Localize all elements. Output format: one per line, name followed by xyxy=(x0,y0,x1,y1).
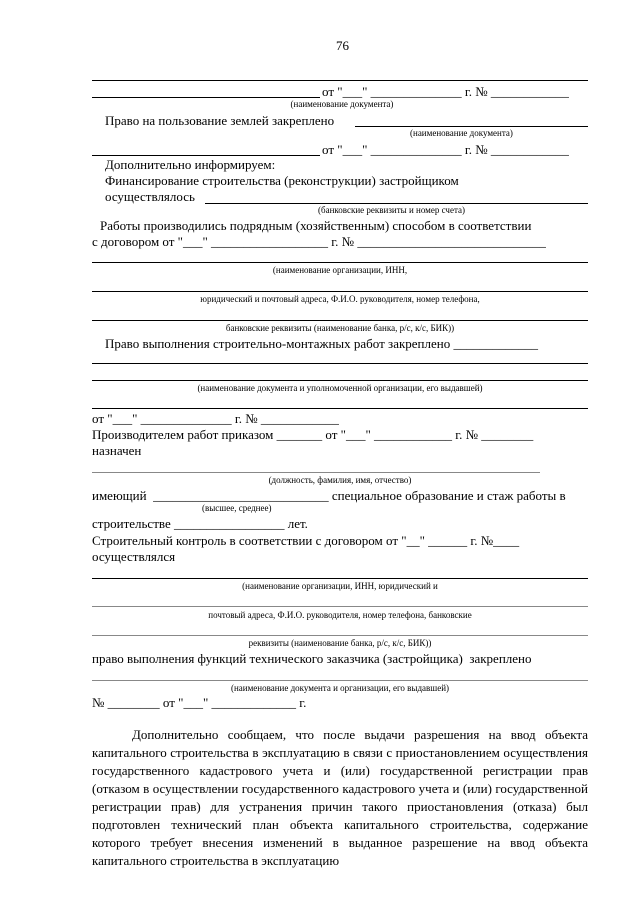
fill-line xyxy=(355,126,588,127)
caption-address: юридический и почтовый адреса, Ф.И.О. руководителя, номер телефона, xyxy=(200,294,480,304)
caption-address: почтовый адреса, Ф.И.О. руководителя, номер телефона, банковские xyxy=(208,610,472,620)
caption-person: (должность, фамилия, имя, отчество) xyxy=(268,475,412,485)
fill-line xyxy=(92,408,588,409)
fill-line xyxy=(92,97,320,98)
fill-line xyxy=(92,291,588,292)
work-manager-order-line: Производителем работ приказом _______ от "___" ____________ г. № ________ xyxy=(92,427,534,442)
caption-org-inn: (наименование организации, ИНН, xyxy=(272,265,408,275)
page-number: 76 xyxy=(336,38,349,53)
fill-line xyxy=(92,606,588,607)
caption-bank-account: (банковские реквизиты и номер счета) xyxy=(318,205,465,215)
experience-line: строительстве _________________ лет. xyxy=(92,516,308,531)
caption-bank: банковские реквизиты (наименование банка, р/с, к/с, БИК)) xyxy=(225,323,455,333)
doc-date-number-line: от "___" ______________ г. № ____________ xyxy=(322,84,569,99)
construction-control-line: Строительный контроль в соответствии с договором от "__" ______ г. №____ xyxy=(92,533,520,548)
fill-line xyxy=(92,472,540,473)
education-line: имеющий ___________________________ специальное образование и стаж работы в xyxy=(92,488,566,503)
technical-customer-label: право выполнения функций технического заказчика (застройщика) закреплено xyxy=(92,651,532,666)
works-method-label: Работы производились подрядным (хозяйственным) способом в соответствии xyxy=(100,218,532,233)
caption-doc-org: (наименование документа и уполномоченной организации, его выдавшей) xyxy=(197,383,483,393)
fill-line xyxy=(92,262,588,263)
fill-line xyxy=(92,380,588,381)
fill-line xyxy=(205,203,588,204)
financing-label: Финансирование строительства (реконструкции) застройщиком xyxy=(105,173,459,188)
caption-education: (высшее, среднее) xyxy=(202,503,272,513)
fill-line xyxy=(92,635,588,636)
number-date-line: № ________ от "___" _____________ г. xyxy=(92,695,307,710)
caption-doc-org: (наименование документа и организации, его выдавшей) xyxy=(230,683,450,693)
fill-line xyxy=(92,578,588,579)
fill-line xyxy=(92,680,588,681)
fill-line xyxy=(92,80,588,81)
financing-carried-label: осуществлялось xyxy=(105,189,195,204)
caption-document-name: (наименование документа) xyxy=(290,99,394,109)
contract-line: с договором от "___" __________________ г. № _____________________________ xyxy=(92,234,546,249)
additional-info-label: Дополнительно информируем: xyxy=(105,157,276,172)
fill-line xyxy=(92,155,320,156)
doc-date-number-line: от "___" ______________ г. № ____________ xyxy=(92,411,339,426)
appointed-label: назначен xyxy=(92,443,142,458)
caption-org-inn: (наименование организации, ИНН, юридический и xyxy=(242,581,438,591)
doc-date-number-line: от "___" ______________ г. № ____________ xyxy=(322,142,569,157)
construction-rights-label: Право выполнения строительно-монтажных работ закреплено _____________ xyxy=(105,336,538,351)
land-use-label: Право на пользование землей закреплено xyxy=(105,113,335,128)
fill-line xyxy=(92,320,588,321)
caption-document-name: (наименование документа) xyxy=(410,128,513,138)
additional-notice-paragraph: Дополнительно сообщаем, что после выдачи разрешения на ввод объекта капитального строительства в эксплуатацию в связи с приостановлением осуществления государственного кадастрового учета и (или) государственной регистрации прав (отказом в осуществлении государственного кадастрового учета и (или) государственной регистрации прав) для устранения причин такого приостановления (отказа) был подготовлен технический план объекта капитального строительства, содержание которого требует внесения изменений в выданное разрешение на ввод объекта капитального строительства в эксплуатацию xyxy=(92,727,588,868)
fill-line xyxy=(92,363,588,364)
caption-bank: реквизиты (наименование банка, р/с, к/с, БИК)) xyxy=(248,638,432,648)
carried-out-label: осуществлялся xyxy=(92,549,176,564)
